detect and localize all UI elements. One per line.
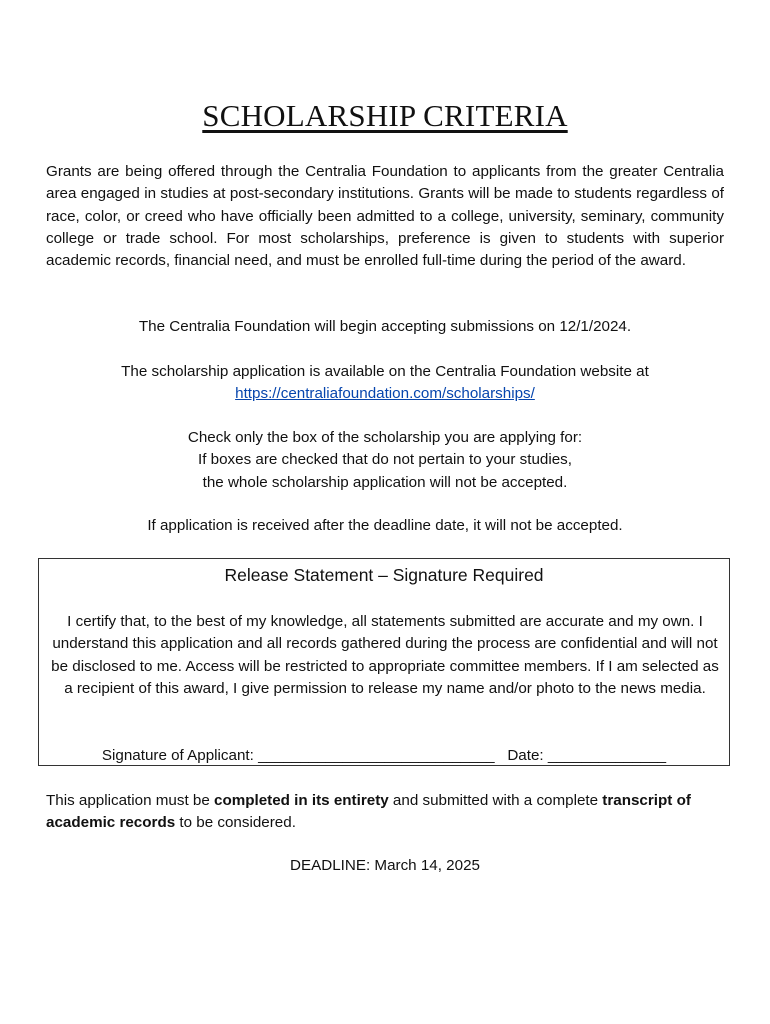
date-field[interactable]: ______________ bbox=[547, 747, 667, 764]
website-info bbox=[0, 361, 770, 406]
signature-field[interactable]: ____________________________ bbox=[258, 747, 495, 764]
check-line-3: the whole scholarship application will not be accepted. bbox=[202, 473, 568, 491]
note-text-3: to be considered. bbox=[175, 814, 296, 832]
checkbox-instructions bbox=[0, 427, 770, 494]
note-text-1: This application must be bbox=[46, 792, 214, 809]
completion-note bbox=[46, 790, 726, 835]
note-bold-1: completed in its entirety bbox=[214, 792, 389, 809]
release-statement-box bbox=[38, 558, 730, 766]
release-title: Release Statement – Signature Required bbox=[224, 565, 544, 585]
note-bold-2: transcript of academic records bbox=[46, 792, 691, 832]
date-label: Date: bbox=[507, 747, 544, 764]
page-title: SCHOLARSHIP CRITERIA bbox=[202, 98, 568, 133]
intro-paragraph: Grants are being offered through the Centralia Foundation to applicants from the greater Centralia area engaged in studies at post-secondary institutions. Grants will be made to students regardless of race, color, or creed who have officially been admitted to a college, university, seminary, community college or trade school. For most scholarships, preference is given to students with superior academic records, financial need, and must be enrolled full-time during the period of the award. bbox=[46, 163, 724, 270]
deadline-warning: If application is received after the deadline date, it will not be accepted. bbox=[147, 517, 623, 534]
submissions-start-text: The Centralia Foundation will begin accepting submissions on 12/1/2024. bbox=[138, 318, 632, 335]
signature-label: Signature of Applicant: bbox=[101, 747, 254, 764]
scholarship-website-link[interactable]: https://centraliafoundation.com/scholarships/ bbox=[235, 385, 535, 403]
note-text-2: and submitted with a complete bbox=[388, 792, 603, 809]
signature-line bbox=[39, 745, 729, 767]
deadline-text: DEADLINE: March 14, 2025 bbox=[290, 857, 480, 874]
check-line-1: Check only the box of the scholarship you are applying for: bbox=[187, 429, 583, 446]
check-line-2: If boxes are checked that do not pertain to your studies, bbox=[197, 451, 572, 469]
website-line: The scholarship application is available on the Centralia Foundation website at bbox=[121, 363, 649, 380]
release-body: I certify that, to the best of my knowledge, all statements submitted are accurate and my own. I understand this application and all records gathered during the process are confidential and will not be disclosed to me. Access will be restricted to appropriate committee members. If I am selected as a recipient of this award, I give permission to release my name and/or photo to the news media. bbox=[51, 613, 719, 697]
